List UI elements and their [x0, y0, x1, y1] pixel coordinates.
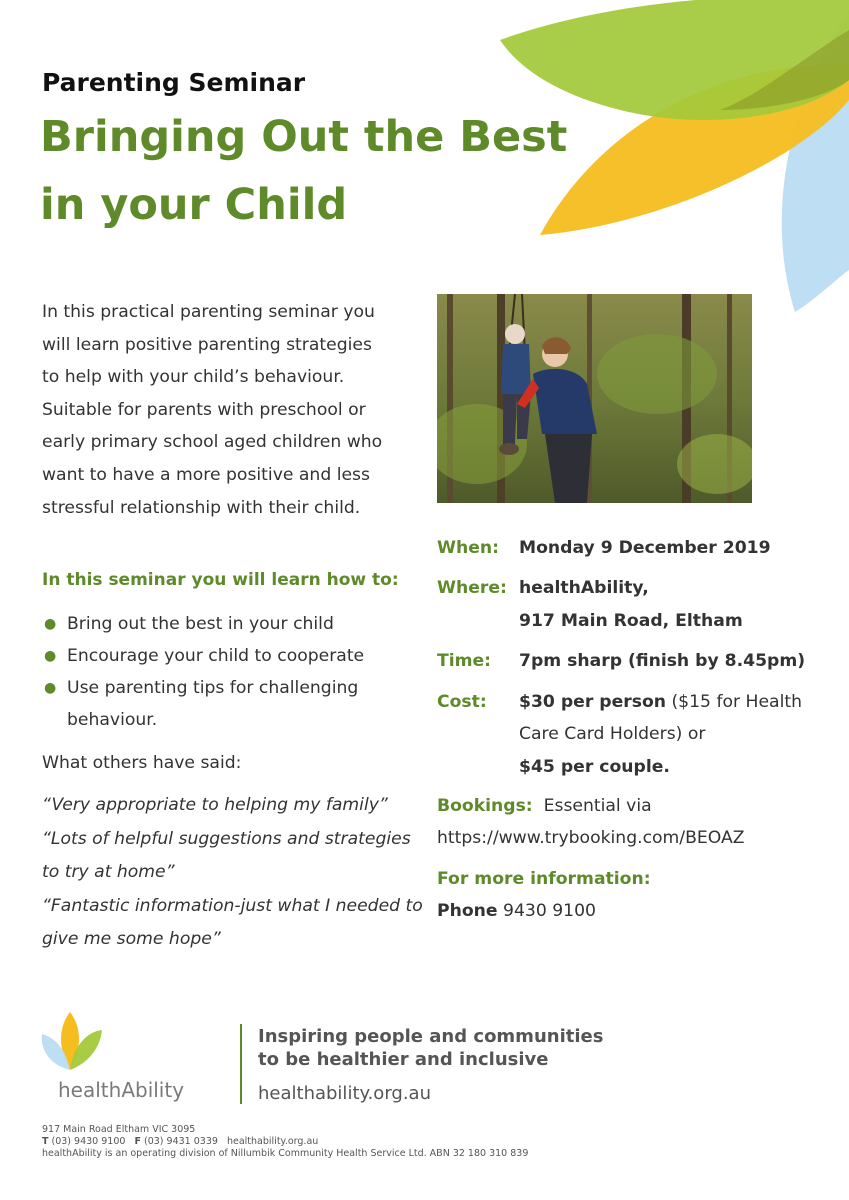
bookings-label: Bookings: — [437, 796, 533, 816]
cost-line-1 — [519, 692, 802, 712]
footer-divider — [240, 1024, 242, 1104]
bullet-icon: ● — [44, 616, 57, 632]
learn-heading: In this seminar you will learn how to: — [42, 570, 399, 590]
logo-wordmark-part: health — [58, 1078, 122, 1102]
where-line-2: 917 Main Road, Eltham — [519, 611, 743, 631]
cost-line-2: Care Card Holders) or — [519, 724, 706, 744]
cost-per-person: $30 per person — [519, 692, 666, 712]
time-value: 7pm sharp (finish by 8.45pm) — [519, 651, 806, 671]
intro-line: will learn positive parenting strategies — [42, 334, 372, 355]
logo-wordmark — [58, 1078, 184, 1102]
footer-contacts — [42, 1136, 318, 1147]
time-label: Time: — [437, 651, 492, 671]
footer-website[interactable]: healthability.org.au — [258, 1083, 431, 1104]
learn-list — [42, 608, 422, 736]
intro-line: want to have a more positive and less — [42, 464, 370, 485]
list-item-text: Bring out the best in your child — [67, 614, 334, 634]
intro-line: In this practical parenting seminar you — [42, 302, 375, 322]
phone-number[interactable]: 9430 9100 — [503, 901, 596, 921]
forest-swing-illustration — [437, 294, 752, 503]
testimonials-heading: What others have said: — [42, 753, 242, 773]
bookings-line — [437, 796, 652, 816]
intro-line: early primary school aged children who — [42, 432, 383, 453]
testimonial-quote: “Fantastic information-just what I needed to give me some hope” — [42, 895, 423, 949]
phone-line — [437, 901, 596, 921]
intro-line: to help with your child’s behaviour. — [42, 367, 345, 388]
intro-paragraph — [42, 296, 422, 524]
testimonials — [42, 789, 432, 957]
lime-petal — [500, 0, 849, 120]
seminar-kicker: Parenting Seminar — [42, 68, 306, 97]
list-item — [42, 672, 422, 736]
title-line-2: in your Child — [40, 180, 348, 230]
list-item — [42, 608, 422, 640]
where-label: Where: — [437, 578, 507, 598]
cost-concession-note: ($15 for Health — [666, 692, 802, 712]
tel-label: T — [42, 1136, 49, 1147]
testimonial-quote: “Very appropriate to helping my family” — [42, 795, 388, 815]
bookings-text: Essential via — [543, 796, 652, 816]
fax-number: (03) 9431 0339 — [144, 1136, 218, 1147]
title-line-1: Bringing Out the Best — [40, 112, 568, 162]
intro-line: stressful relationship with their child. — [42, 497, 361, 518]
footer-legal: healthAbility is an operating division of Nillumbik Community Health Service Ltd. ABN 32 180 310 839 — [42, 1148, 529, 1159]
list-item-text: Use parenting tips for challenging behaviour. — [67, 678, 359, 730]
bullet-icon: ● — [44, 680, 57, 696]
intro-line: Suitable for parents with preschool or — [42, 399, 366, 420]
seminar-photo — [437, 294, 752, 503]
cost-label: Cost: — [437, 692, 487, 712]
tagline-line-1: Inspiring people and communities — [258, 1026, 604, 1047]
fax-label: F — [134, 1136, 141, 1147]
list-item — [42, 640, 422, 672]
footer-address: 917 Main Road Eltham VIC 3095 — [42, 1124, 196, 1135]
logo-wordmark-part: Ability — [121, 1078, 185, 1102]
contact-website: healthability.org.au — [226, 1136, 319, 1147]
when-value: Monday 9 December 2019 — [519, 538, 771, 558]
where-line-1: healthAbility, — [519, 578, 649, 598]
bookings-link[interactable]: https://www.trybooking.com/BEOAZ — [437, 828, 745, 848]
cost-per-couple: $45 per couple. — [519, 757, 670, 777]
phone-label: Phone — [437, 901, 498, 921]
when-label: When: — [437, 538, 499, 558]
tel-number: (03) 9430 9100 — [51, 1136, 126, 1147]
tagline-line-2: to be healthier and inclusive — [258, 1049, 549, 1070]
list-item-text: Encourage your child to cooperate — [67, 646, 365, 666]
testimonial-quote: “Lots of helpful suggestions and strategies to try at home” — [42, 828, 411, 882]
bullet-icon: ● — [44, 648, 57, 664]
healthability-logo-icon — [40, 1010, 104, 1078]
more-info-heading: For more information: — [437, 869, 651, 889]
